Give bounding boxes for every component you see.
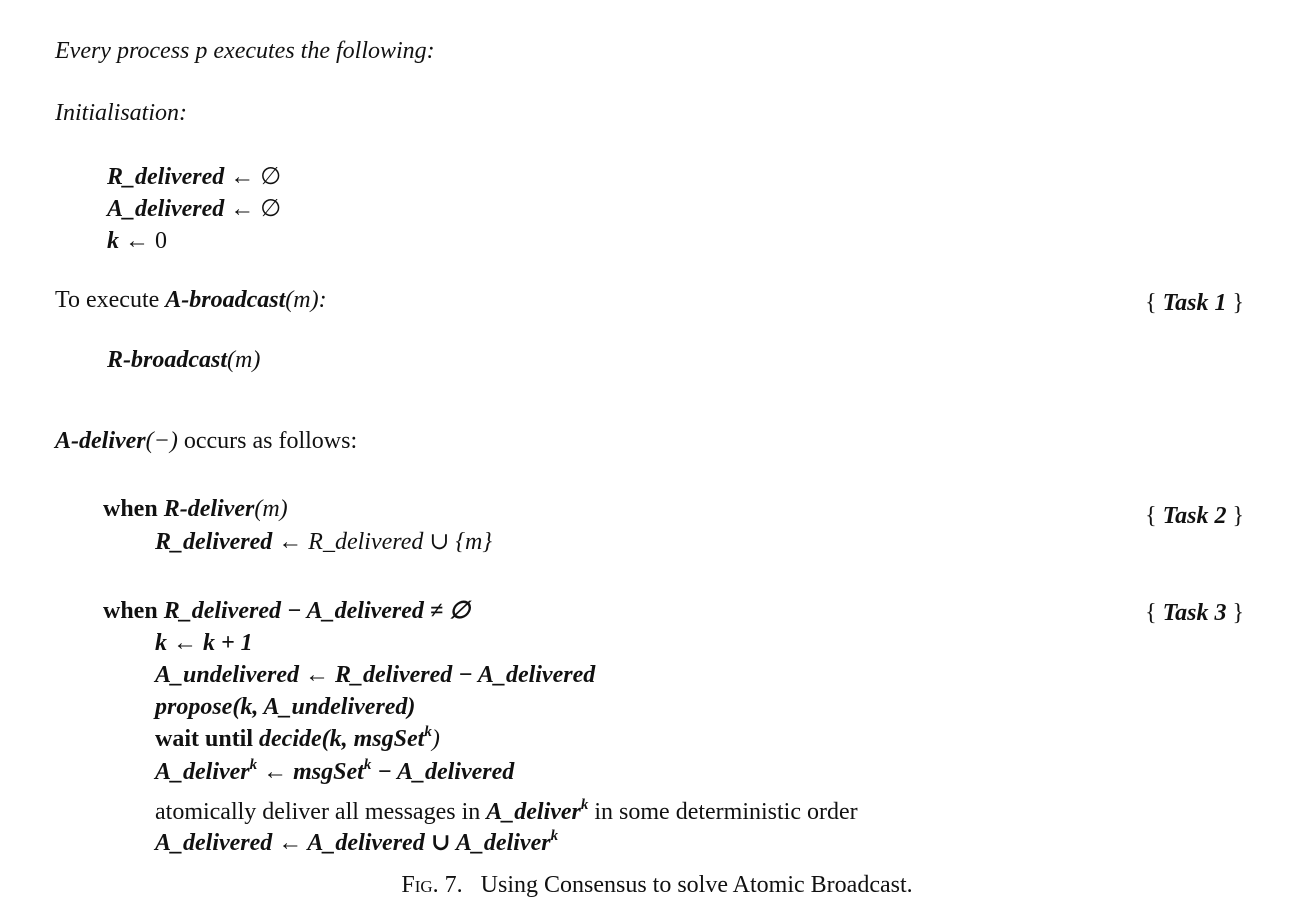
task1-arg: (m): [285, 287, 327, 313]
propose-arg: (k, A_undelivered) [232, 694, 416, 720]
task3-line-1: k ← k + 1 [155, 630, 253, 656]
deliver-arg: (−) [145, 428, 178, 454]
deliver-suffix: occurs as follows: [177, 428, 358, 454]
zero-value: 0 [155, 228, 167, 254]
task1-body [107, 345, 260, 375]
task2-body [155, 527, 492, 557]
task3-line-2: A_undelivered ← R_delivered − A_delivered [155, 662, 596, 688]
task1-tag: { Task 1 } [1145, 290, 1244, 316]
decide-op: decide [259, 726, 322, 752]
init-heading: Initialisation: [55, 100, 187, 126]
var-k: k [107, 228, 119, 254]
task1-body-arg: (m) [227, 347, 261, 373]
task3-line-3 [155, 692, 415, 722]
figure-caption-text: Using Consensus to solve Atomic Broadcast. [480, 872, 913, 898]
task3-line-6: atomically deliver all messages in A_deliver$^k$ in some deterministic order [155, 797, 858, 825]
var-a-delivered: A_delivered [107, 196, 225, 222]
init-r-delivered [107, 162, 281, 192]
task2-body-lhs: R_delivered [155, 529, 273, 555]
task3-tag: { Task 3 } [1145, 600, 1244, 626]
task1-tag-name: Task 1 [1162, 290, 1227, 316]
var-r-delivered: R_delivered [107, 164, 225, 190]
task3-tag-name: Task 3 [1162, 600, 1227, 626]
empty-set: ∅ [260, 164, 282, 190]
task3-line-4: wait until decide(k, msgSet$^k$) [155, 724, 440, 752]
when-keyword: when [103, 496, 158, 522]
assign-arrow: ← [125, 228, 149, 254]
task2-body-rhs: R_delivered ∪ {m} [308, 529, 492, 555]
task1-prefix: To execute [55, 287, 166, 313]
task1-header [55, 285, 327, 315]
task1-body-op: R-broadcast [107, 347, 227, 373]
task3-when [103, 596, 470, 626]
task3-line-7: A_delivered ← A_delivered ∪ A_deliver$^k$ [155, 828, 559, 856]
init-a-delivered [107, 194, 281, 224]
task2-tag-name: Task 2 [1162, 503, 1227, 529]
task1-op: A-broadcast [165, 287, 286, 313]
assign-arrow: ← [230, 164, 255, 190]
assign-arrow: ← [278, 529, 303, 555]
figure-caption [0, 870, 1314, 900]
wait-until-keyword: wait until [155, 726, 254, 752]
task3-cond: R_delivered − A_delivered ≠ ∅ [163, 598, 471, 624]
task2-tag: { Task 2 } [1145, 503, 1244, 529]
init-k [107, 226, 167, 256]
empty-set: ∅ [260, 196, 282, 222]
assign-arrow: ← [230, 196, 255, 222]
figure-number: Fig. 7. [401, 872, 463, 898]
task3-line-5: A_deliver$^k$ ← msgSet$^k$ − A_delivered [155, 757, 515, 785]
task2-cond-op: R-deliver [163, 496, 255, 522]
intro-text: Every process p executes the following: [55, 38, 435, 64]
deliver-op: A-deliver [55, 428, 146, 454]
when-keyword: when [103, 598, 158, 624]
task2-when [103, 494, 288, 524]
task2-cond-arg: (m) [254, 496, 288, 522]
propose-op: propose [155, 694, 233, 720]
deliver-header [55, 426, 357, 456]
